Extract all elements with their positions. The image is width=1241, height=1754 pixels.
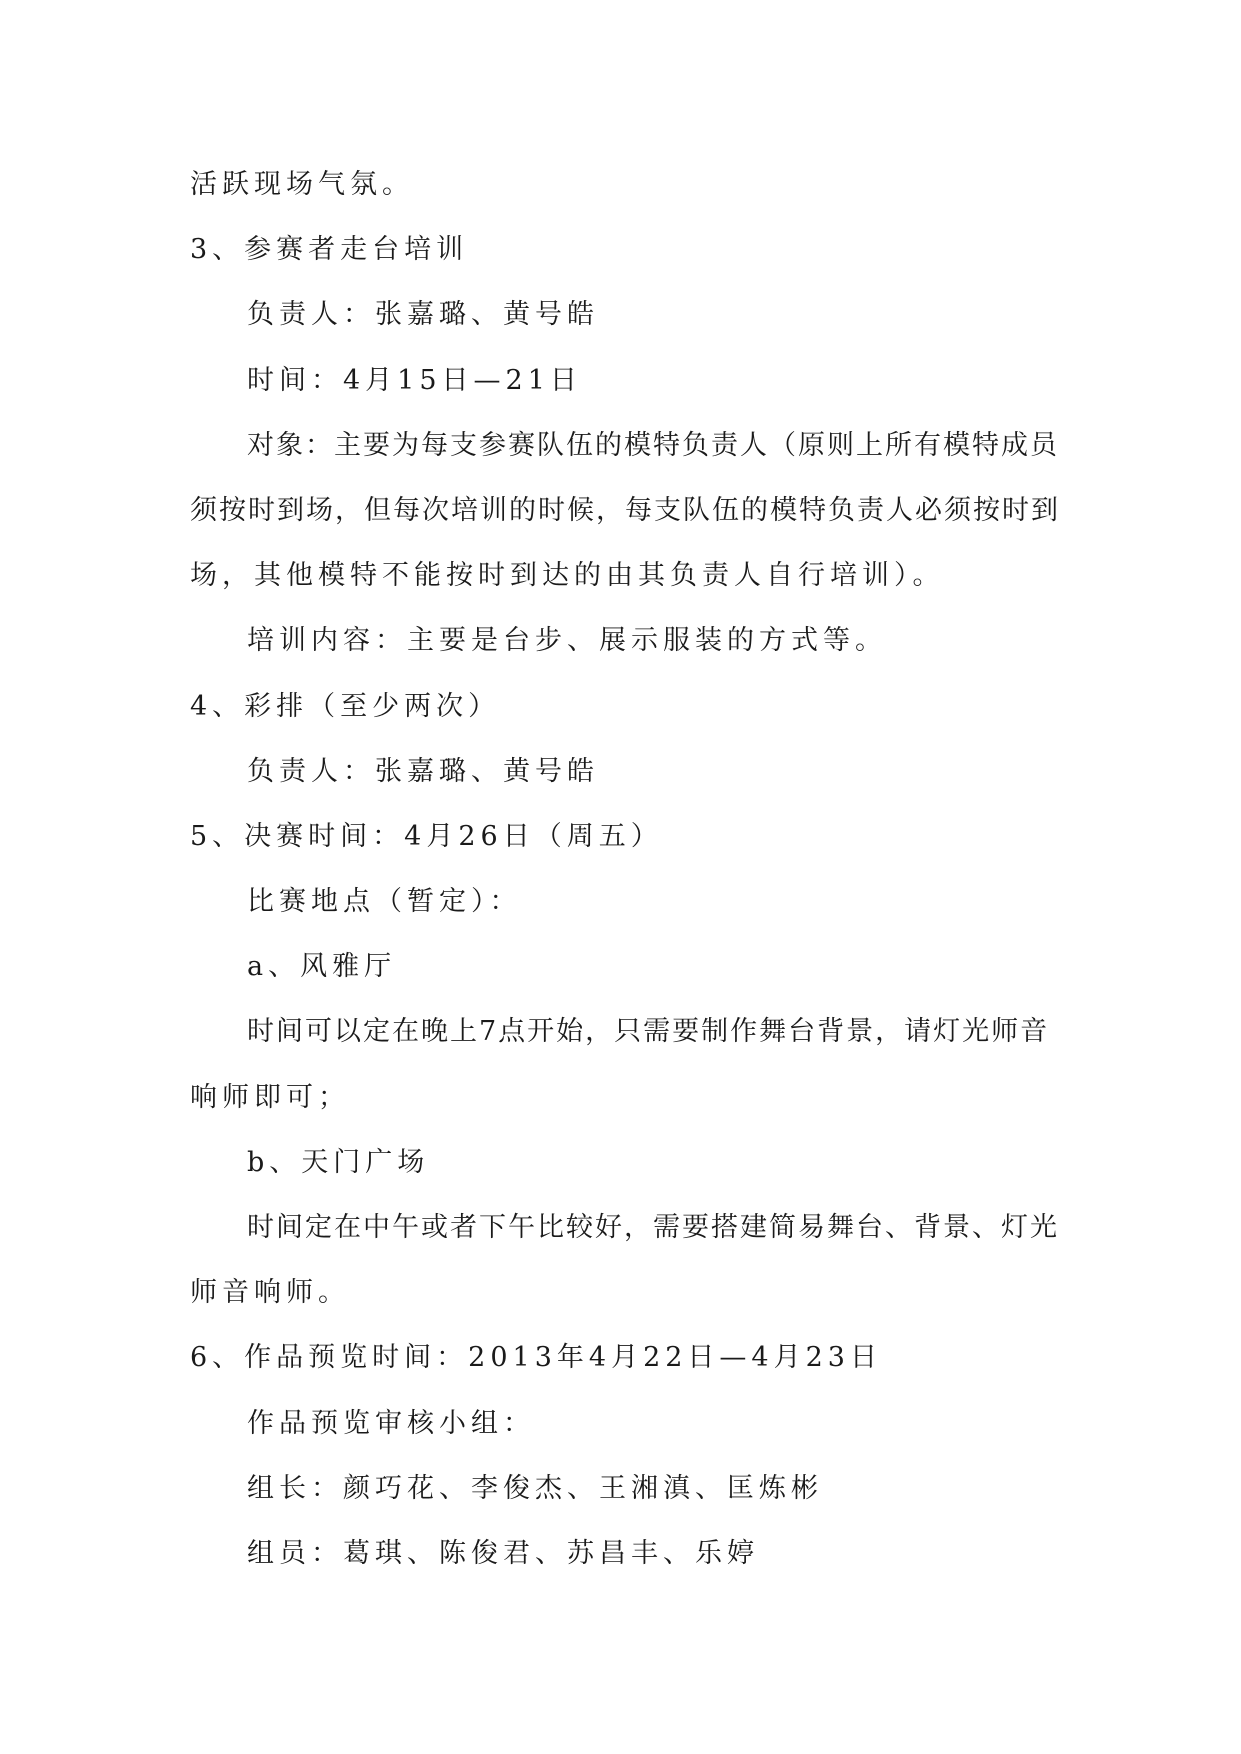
- section-heading: 5、决赛时间：4月26日（周五）: [190, 820, 663, 852]
- text-line: 比赛地点（暂定）：: [247, 886, 522, 918]
- text-line: 组长：颜巧花、李俊杰、王湘滇、匡炼彬: [247, 1472, 823, 1504]
- text-line: 培训内容：主要是台步、展示服装的方式等。: [247, 625, 887, 657]
- text-line: b、天门广场: [247, 1146, 430, 1178]
- document-body: [190, 152, 1062, 1586]
- text-line: 场，其他模特不能按时到达的由其负责人自行培训）。: [190, 560, 945, 592]
- text-line: 作品预览审核小组：: [247, 1407, 535, 1439]
- text-line: 时间定在中午或者下午比较好，需要搭建简易舞台、背景、灯光: [247, 1212, 1059, 1243]
- text-line: a、风雅厅: [247, 951, 397, 983]
- text-line: 负责人：张嘉璐、黄号皓: [247, 755, 599, 787]
- text-line: 师音响师。: [190, 1277, 350, 1309]
- text-line: 组员：葛琪、陈俊君、苏昌丰、乐婷: [247, 1537, 759, 1569]
- section-heading: 6、作品预览时间：2013年4月22日—4月23日: [190, 1342, 882, 1374]
- text-line: 活跃现场气氛。: [190, 169, 414, 200]
- text-line: 时间：4月15日—21日: [247, 364, 582, 396]
- text-line: 对象：主要为每支参赛队伍的模特负责人（原则上所有模特成员: [247, 429, 1059, 461]
- text-line: 时间可以定在晚上7点开始，只需要制作舞台背景，请灯光师音: [247, 1016, 1050, 1048]
- text-line: 负责人：张嘉璐、黄号皓: [247, 299, 599, 331]
- text-line: 响师即可；: [190, 1081, 350, 1113]
- text-line: 须按时到场，但每次培训的时候，每支队伍的模特负责人必须按时到: [190, 494, 1060, 526]
- section-heading: 4、彩排（至少两次）: [190, 690, 501, 722]
- section-heading: 3、参赛者走台培训: [190, 234, 469, 266]
